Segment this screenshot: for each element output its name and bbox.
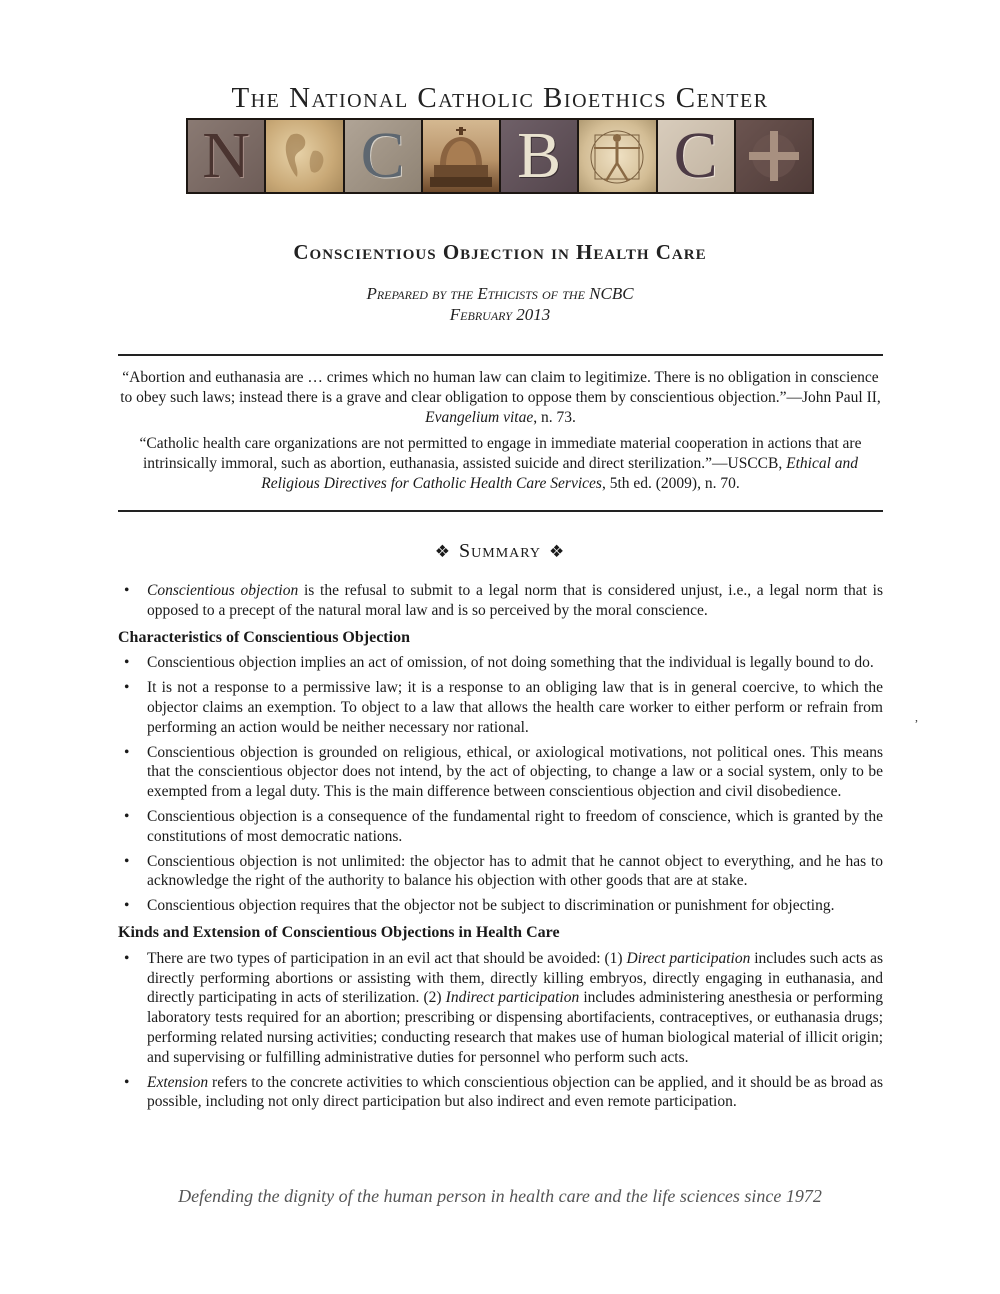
footer-tagline: Defending the dignity of the human person in health care and the life sciences since 1972 [178,1186,822,1206]
kinds-p1-a: There are two types of participation in an evil act that should be avoided: (1) [147,949,627,967]
banner-tile-c [345,120,421,192]
divider-top [118,354,883,356]
quote-2-citation: , 5th ed. (2009), n. 70. [601,475,740,492]
kinds-p1-c: includes administering anesthesia or performing laboratory tests required for an abortion; prescribing or dispensing abortifacients, contraceptives, or euthanasia drugs; performing related nursing activities; conducting research that makes use of human biological material of illicit origin; and supervising or fulfilling administrative duties for personnel who perform such acts. [147,989,884,1066]
kinds-term-extension: Extension [147,1073,209,1091]
summary-heading-text: Summary [459,540,541,562]
quote-2-text: “Catholic health care organizations are not permitted to engage in immediate material cooperation in actions that are intrinsically immoral, such as abortion, euthanasia, assisted suicide and direct sterilization.”—USCCB, [139,435,862,472]
quote-1-source: Evangelium vitae [425,409,534,426]
prepared-by-block [0,283,1000,325]
vitruvian-man-icon [579,120,655,192]
list-item: • Conscientious objection implies an act of omission, of not doing something that the individual is legally bound to do. [118,653,883,673]
kinds-heading: Kinds and Extension of Conscientious Objections in Health Care [118,923,560,941]
prepared-by: Prepared by the Ethicists of the NCBC [366,284,634,303]
quote-1-citation: , n. 73. [533,409,576,426]
list-item [118,581,883,621]
list-item: • Conscientious objection requires that the objector not be subject to discrimination or punishment for objecting. [118,896,883,916]
publication-date: February 2013 [449,305,551,324]
list-item: • Conscientious objection is grounded on religious, ethical, or axiological motivations, not political ones. This means that the conscientious objector does not intend, by the act of objecting, to change a law or a social system, only to be exempted from a legal duty. This is the main difference between conscientious objection and civil disobedience. [118,743,883,802]
banner-tile-c2 [658,120,734,192]
list-item: • Conscientious objection is a consequence of the fundamental right to freedom of conscience, which is granted by the constitutions of most democratic nations. [118,807,883,847]
banner-tile-n [188,120,264,192]
document-title: Conscientious Objection in Health Care [293,240,707,264]
list-item: • Conscientious objection is not unlimited: the objector has to admit that he cannot object to everything, and he has to acknowledge the right of the authority to balance his objection with other goods that are at stake. [118,852,883,892]
quote-2-source: Ethical and Religious Directives for Catholic Health Care Services [261,455,859,492]
kinds-term-direct: Direct participation [626,949,751,967]
summary-heading [0,540,1000,563]
kinds-p1-b: includes such acts as directly performing abortions or assisting with them, directly killing embryos, directly engaging in euthanasia, and directly participating in acts of sterilization. (2) [147,949,884,1007]
list-item: • It is not a response to a permissive law; it is a response to an obliging law that is in general coercive, to which the objector claims an exemption. To object to a law that allows the health care worker to either perform or refrain from performing an action would be neither necessary nor rational. [118,678,883,737]
intro-list [118,581,883,621]
globe-map-icon [266,120,342,192]
kinds-term-indirect: Indirect participation [445,989,580,1007]
quote-1-text: “Abortion and euthanasia are … crimes which no human law can claim to legitimize. There is no obligation in conscience to obey such laws; instead there is a grave and clear obligation to oppose them by conscientious objection.”—John Paul II, [120,369,881,406]
banner-letter-c2: C [673,120,718,192]
kinds-list [118,949,883,1112]
kinds-p2-text: refers to the concrete activities to which conscientious objection can be applied, and it should be as broad as possible, including not only direct participation but also indirect and even remote participation. [147,1073,883,1111]
ornament-right-icon: ❖ [548,542,566,562]
list-item [118,1073,883,1113]
basilica-dome-icon [423,120,499,192]
list-item [118,949,883,1068]
banner-letter-b: B [517,120,562,192]
banner-letter-c: C [360,120,405,192]
intro-term: Conscientious objection [147,582,299,599]
divider-bottom [118,510,883,512]
quote-usccb [118,434,883,494]
stray-mark: , [915,710,918,724]
banner-tile-b [501,120,577,192]
cross-icon [736,120,812,192]
characteristics-list [118,653,883,916]
org-name: The National Catholic Bioethics Center [231,82,769,114]
summary-content [118,581,883,1117]
intro-text: is the refusal to submit to a legal norm that is considered unjust, i.e., a legal norm that is opposed to a precept of the natural moral law and is so perceived by the moral conscience. [147,582,883,619]
characteristics-heading: Characteristics of Conscientious Objection [118,628,410,646]
ncbc-logo-banner [186,118,814,194]
quote-john-paul [118,368,883,428]
ornament-left-icon: ❖ [434,542,452,562]
banner-letter-n: N [202,120,250,192]
